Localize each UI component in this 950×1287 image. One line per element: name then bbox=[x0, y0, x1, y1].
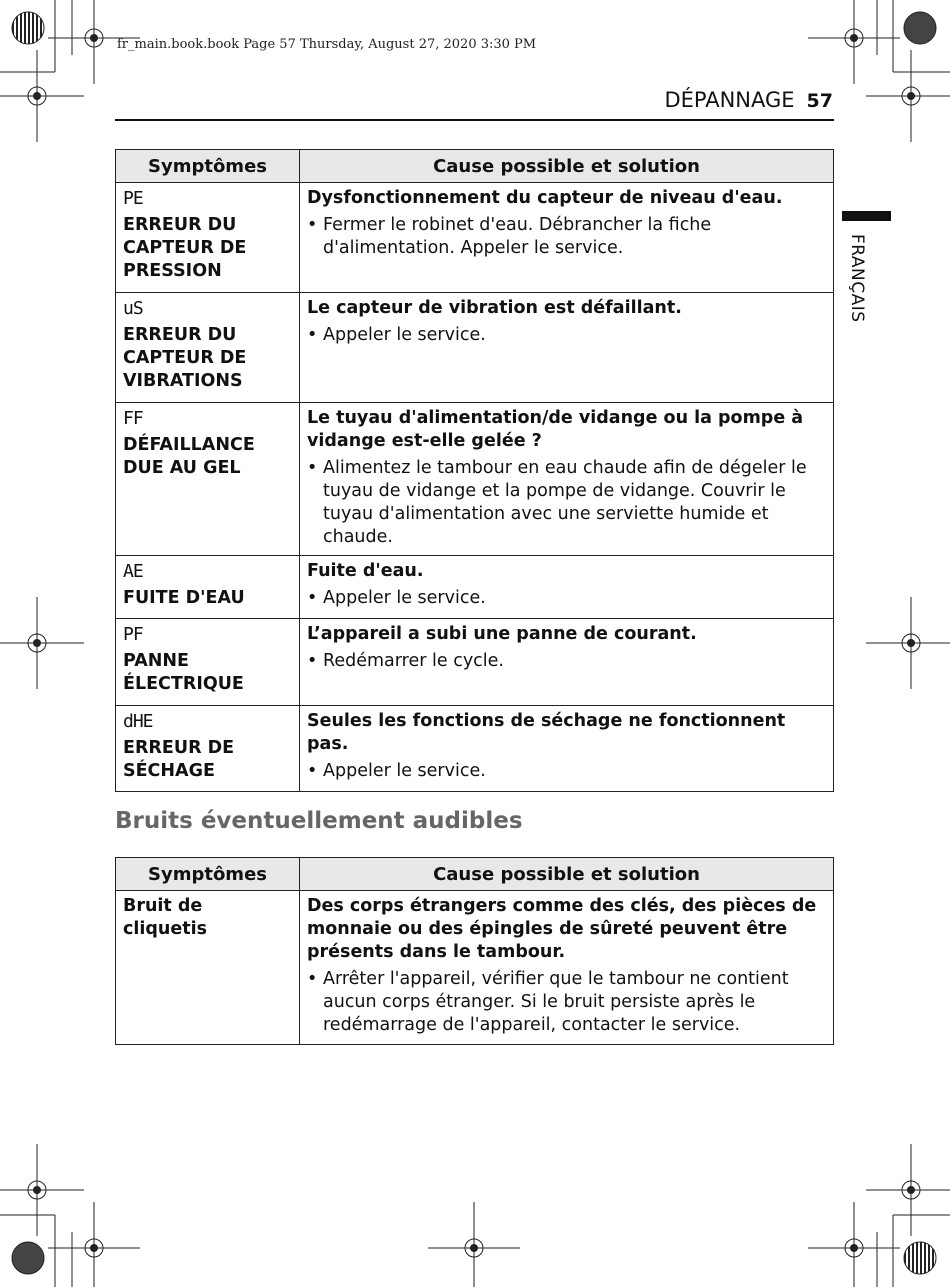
error-code: AE bbox=[123, 561, 143, 582]
solution-item bbox=[307, 968, 826, 1037]
bullet-icon: • bbox=[307, 651, 318, 671]
solution-text: Arrêter l'appareil, vérifier que le tambour ne contient aucun corps étranger. Si le bruit persiste après le redémarrage de l'appareil, contacter le service. bbox=[323, 969, 789, 1035]
solution-item bbox=[307, 650, 826, 673]
symptom-cell bbox=[116, 706, 300, 792]
cause-text: Le capteur de vibration est défaillant. bbox=[307, 298, 682, 318]
page-header bbox=[664, 88, 833, 112]
header-symptoms: Symptômes bbox=[116, 858, 300, 891]
solution-item bbox=[307, 214, 826, 260]
header-symptoms: Symptômes bbox=[116, 150, 300, 183]
table-row bbox=[116, 183, 834, 293]
error-code: dHE bbox=[123, 711, 153, 732]
table-row bbox=[116, 706, 834, 792]
solution-text: Alimentez le tambour en eau chaude afin de dégeler le tuyau de vidange et la pompe de vidange. Couvrir le tuyau d'alimentation avec une serviette humide et chaude. bbox=[323, 458, 807, 547]
cause-text: Fuite d'eau. bbox=[307, 561, 424, 581]
error-code: uS bbox=[123, 298, 143, 319]
symptom-cell bbox=[116, 183, 300, 293]
symptom-label: FUITE D'EAU bbox=[123, 588, 245, 608]
symptom-label: ERREUR DE SÉCHAGE bbox=[123, 738, 235, 781]
solution-item bbox=[307, 324, 826, 347]
page-number: 57 bbox=[806, 90, 833, 112]
table-row bbox=[116, 293, 834, 403]
chapter-title: DÉPANNAGE bbox=[664, 88, 795, 112]
cause-text: Le tuyau d'alimentation/de vidange ou la pompe à vidange est-elle gelée ? bbox=[307, 408, 804, 451]
symptom-label: ERREUR DU CAPTEUR DE VIBRATIONS bbox=[123, 325, 247, 391]
bullet-icon: • bbox=[307, 215, 318, 235]
bullet-icon: • bbox=[307, 969, 318, 989]
cause-cell bbox=[300, 891, 834, 1045]
header-cause-solution: Cause possible et solution bbox=[300, 858, 834, 891]
table-row bbox=[116, 891, 834, 1045]
header-cause-solution: Cause possible et solution bbox=[300, 150, 834, 183]
cause-cell bbox=[300, 619, 834, 706]
error-code: FF bbox=[123, 408, 143, 429]
cause-cell bbox=[300, 556, 834, 619]
solution-text: Appeler le service. bbox=[323, 588, 486, 608]
cause-cell bbox=[300, 293, 834, 403]
solution-item bbox=[307, 760, 826, 783]
cause-text: Dysfonctionnement du capteur de niveau d'eau. bbox=[307, 188, 783, 208]
solution-text: Fermer le robinet d'eau. Débrancher la fiche d'alimentation. Appeler le service. bbox=[323, 215, 712, 258]
bullet-icon: • bbox=[307, 588, 318, 608]
solution-text: Appeler le service. bbox=[323, 761, 486, 781]
error-code: PE bbox=[123, 188, 143, 209]
solution-text: Redémarrer le cycle. bbox=[323, 651, 504, 671]
symptom-cell bbox=[116, 403, 300, 556]
symptom-label: PANNE ÉLECTRIQUE bbox=[123, 651, 244, 694]
symptom-cell bbox=[116, 891, 300, 1045]
cause-text: Seules les fonctions de séchage ne fonctionnent pas. bbox=[307, 711, 786, 754]
cause-text: Des corps étrangers comme des clés, des pièces de monnaie ou des épingles de sûreté peuvent être présents dans le tambour. bbox=[307, 896, 817, 962]
solution-text: Appeler le service. bbox=[323, 325, 486, 345]
bullet-icon: • bbox=[307, 458, 318, 478]
table-row bbox=[116, 619, 834, 706]
file-info: fr_main.book.book Page 57 Thursday, August 27, 2020 3:30 PM bbox=[117, 37, 537, 52]
symptom-label: DÉFAILLANCE DUE AU GEL bbox=[123, 435, 255, 478]
solution-item bbox=[307, 587, 826, 610]
language-tab-bar bbox=[842, 211, 891, 221]
table-row bbox=[116, 556, 834, 619]
cause-cell bbox=[300, 183, 834, 293]
language-tab-label: FRANÇAIS bbox=[847, 234, 867, 323]
bullet-icon: • bbox=[307, 761, 318, 781]
error-codes-table bbox=[115, 149, 834, 792]
cause-cell bbox=[300, 706, 834, 792]
symptom-label: Bruit de cliquetis bbox=[123, 896, 208, 939]
symptom-label: ERREUR DU CAPTEUR DE PRESSION bbox=[123, 215, 247, 281]
symptom-cell bbox=[116, 619, 300, 706]
header-rule bbox=[115, 119, 834, 121]
symptom-cell bbox=[116, 556, 300, 619]
symptom-cell bbox=[116, 293, 300, 403]
section-title: Bruits éventuellement audibles bbox=[115, 808, 523, 834]
cause-cell bbox=[300, 403, 834, 556]
noises-table bbox=[115, 857, 834, 1045]
cause-text: L’appareil a subi une panne de courant. bbox=[307, 624, 697, 644]
table-row bbox=[116, 403, 834, 556]
error-code: PF bbox=[123, 624, 143, 645]
table-header-row bbox=[116, 150, 834, 183]
bullet-icon: • bbox=[307, 325, 318, 345]
table-header-row bbox=[116, 858, 834, 891]
solution-item bbox=[307, 457, 826, 549]
